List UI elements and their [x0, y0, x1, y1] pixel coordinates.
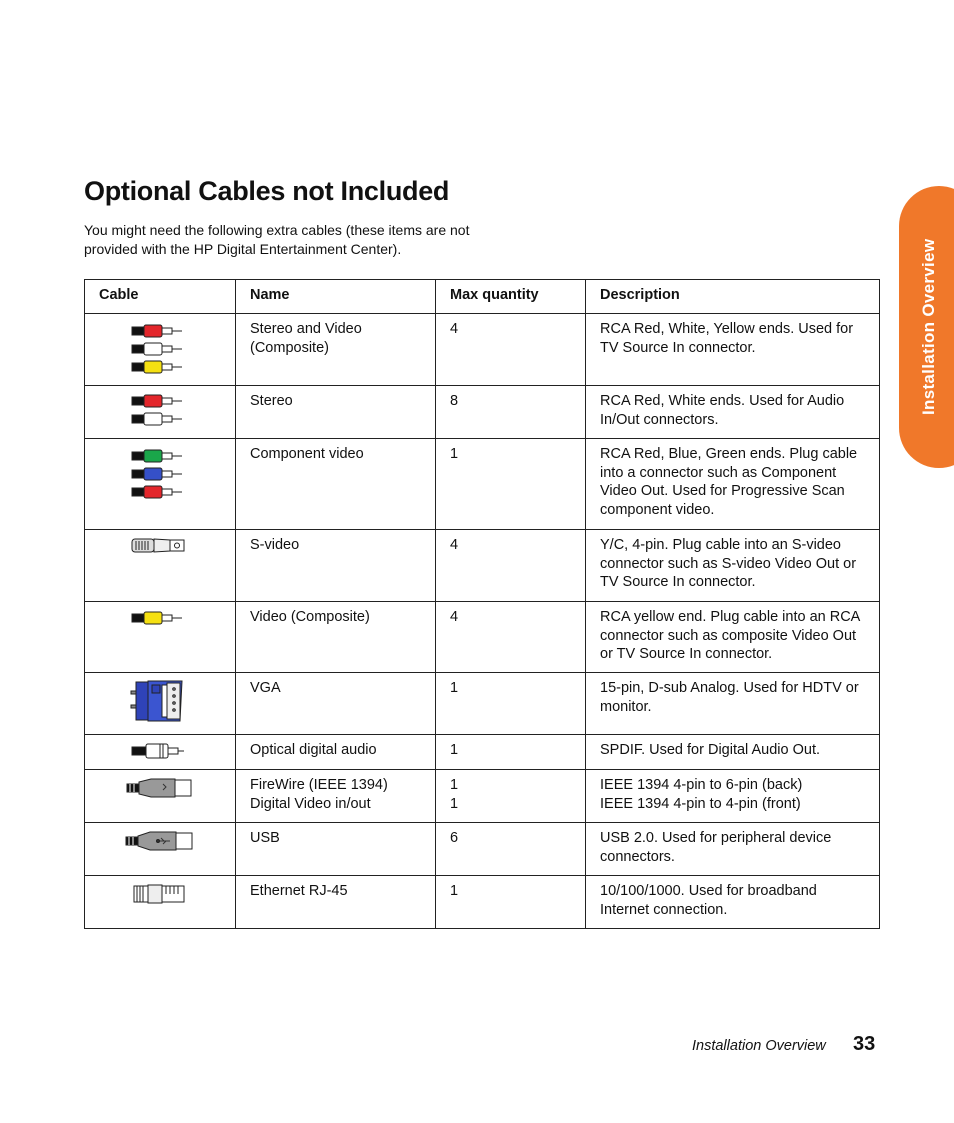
table-row [85, 735, 880, 770]
cable-desc: RCA Red, White, Yellow ends. Used for TV Source In connector. [586, 314, 880, 386]
firewire-plug-icon [125, 776, 195, 800]
page-title: Optional Cables not Included [84, 176, 450, 206]
cable-desc: USB 2.0. Used for peripheral device connectors. [586, 823, 880, 876]
cable-name: USB [236, 823, 436, 876]
cable-qty: 1 [436, 735, 586, 770]
cable-qty: 4 [436, 602, 586, 673]
cable-cell [85, 823, 236, 876]
cable-name: VGA [236, 673, 436, 735]
table-row [85, 386, 880, 439]
cable-desc-line: IEEE 1394 4-pin to 4-pin (front) [600, 795, 801, 812]
vga-connector-icon [130, 679, 190, 723]
cable-cell [85, 876, 236, 929]
rca-green-blue-red-icon [130, 445, 190, 503]
cable-qty: 1 [436, 876, 586, 929]
cable-name: Stereo and Video (Composite) [236, 314, 436, 386]
cable-name: Video (Composite) [236, 602, 436, 673]
rca-red-white-icon [130, 392, 190, 430]
cable-cell [85, 602, 236, 673]
cable-cell [85, 770, 236, 823]
header-max-quantity: Max quantity [436, 280, 586, 314]
optical-plug-icon [130, 741, 190, 761]
cable-desc: 15-pin, D-sub Analog. Used for HDTV or monitor. [586, 673, 880, 735]
cable-qty: 4 [436, 314, 586, 386]
page-number: 33 [853, 1033, 876, 1055]
cable-cell [85, 735, 236, 770]
rca-yellow-icon [130, 608, 190, 628]
table-header-row [85, 280, 880, 314]
cable-name: FireWire (IEEE 1394) Digital Video in/out [236, 770, 436, 823]
cable-name: Ethernet RJ-45 [236, 876, 436, 929]
cable-qty: 6 [436, 823, 586, 876]
cable-qty: 1 [436, 673, 586, 735]
cable-cell [85, 530, 236, 602]
cable-desc: RCA Red, Blue, Green ends. Plug cable into a connector such as Component Video Out. Used for Progressive Scan component video. [586, 439, 880, 530]
rca-red-white-yellow-icon [130, 320, 190, 378]
cable-desc: SPDIF. Used for Digital Audio Out. [586, 735, 880, 770]
header-description: Description [586, 280, 880, 314]
cable-desc: Y/C, 4-pin. Plug cable into an S-video connector such as S-video Video Out or TV Source In connector. [586, 530, 880, 602]
cable-qty: 8 [436, 386, 586, 439]
intro-paragraph: You might need the following extra cables (these items are not provided with the HP Digital Entertainment Center). [84, 222, 470, 257]
header-name: Name [236, 280, 436, 314]
table-row [85, 673, 880, 735]
cable-desc-line: IEEE 1394 4-pin to 6-pin (back) [600, 777, 803, 793]
cable-desc: 10/100/1000. Used for broadband Internet connection. [586, 876, 880, 929]
cable-qty-line: 1 [450, 795, 459, 812]
footer-section-label: Installation Overview [692, 1038, 826, 1054]
cable-cell [85, 439, 236, 530]
cable-qty: 1 [436, 439, 586, 530]
header-cable: Cable [85, 280, 236, 314]
cable-desc [586, 770, 880, 823]
cable-name: S-video [236, 530, 436, 602]
cable-qty-line: 1 [450, 777, 459, 793]
table-row [85, 530, 880, 602]
table-row [85, 823, 880, 876]
cables-table [84, 279, 880, 929]
cable-name: Component video [236, 439, 436, 530]
table-row [85, 770, 880, 823]
table-row [85, 439, 880, 530]
side-tab-label: Installation Overview [919, 238, 938, 416]
cable-desc: RCA yellow end. Plug cable into an RCA connector such as composite Video Out or TV Source In connector. [586, 602, 880, 673]
table-row [85, 602, 880, 673]
cable-cell [85, 314, 236, 386]
cable-qty [436, 770, 586, 823]
ethernet-plug-icon [130, 882, 190, 906]
table-row [85, 876, 880, 929]
cable-name: Optical digital audio [236, 735, 436, 770]
usb-plug-icon [124, 829, 196, 853]
table-row [85, 314, 880, 386]
cable-qty: 4 [436, 530, 586, 602]
cable-desc: RCA Red, White ends. Used for Audio In/Out connectors. [586, 386, 880, 439]
s-video-plug-icon [130, 536, 190, 556]
cable-cell [85, 386, 236, 439]
cable-name: Stereo [236, 386, 436, 439]
cable-cell [85, 673, 236, 735]
